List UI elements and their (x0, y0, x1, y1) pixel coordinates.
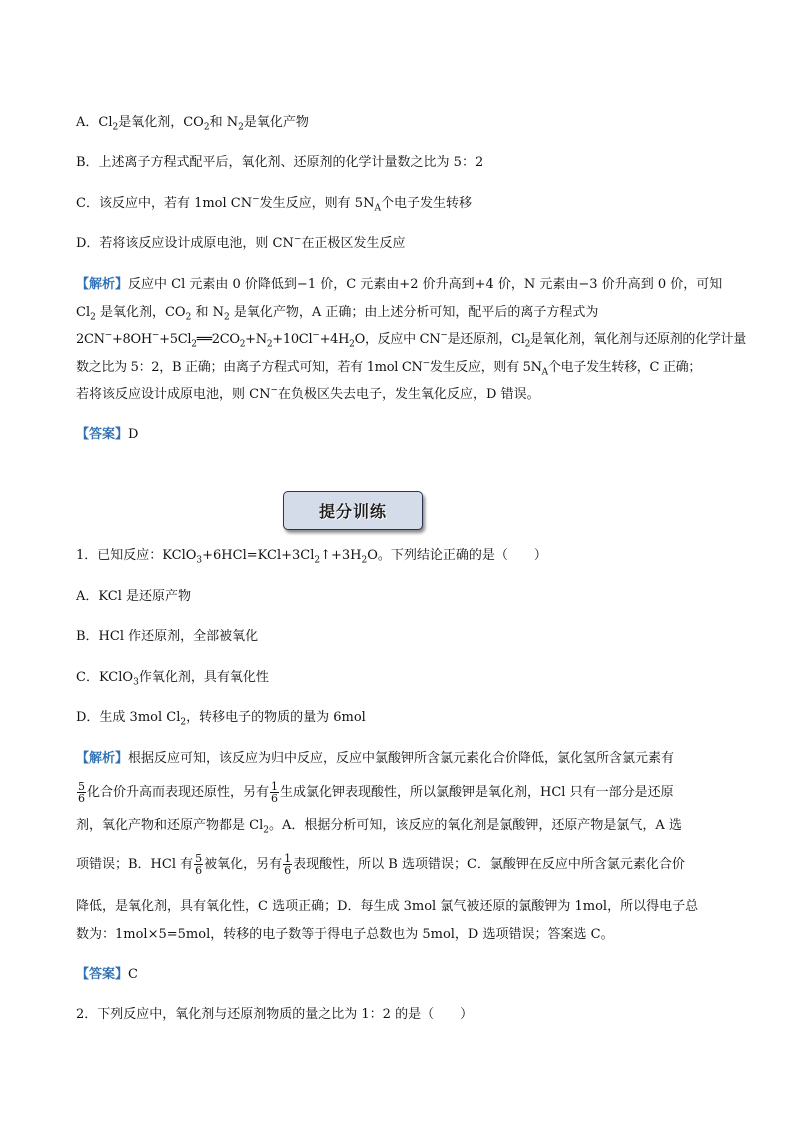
answer-tag: 【答案】 (76, 967, 129, 982)
section-banner-label: 提分训练 (318, 502, 387, 521)
question-1-stem: 1．已知反应：$KClO_3+6HCl=KCl+3Cl_2↑+3H_2O$。下列结论正确的是（ ） (76, 548, 547, 566)
question-1-analysis-line-2: $\frac{5}{6}$ 化合价升高而表现还原性，另有 $\frac{1}{6}$ 生成氯化钾表现酸性，所以氯酸钾是氧化剂，HCl 只有一部分是还原 (78, 780, 674, 805)
analysis-prev-line-4: 数之比为 5：2，B 正确；由离子方程式可知，若有 1mol CN−发生反应，则有 $5N_A$个电子发生转移，C 正确； (76, 358, 702, 378)
question-1-answer: 【答案】C (76, 967, 138, 982)
question-1-analysis-line-3: 剂，氧化产物和还原产物都是 $Cl_2$。A．根据分析可知，该反应的氧化剂是氯酸钾，还原产物是氯气，A 选 (76, 818, 682, 836)
fraction-one-sixth: $\frac{1}{6}$ (284, 852, 292, 877)
fraction-five-sixths: $\frac{5}{6}$ (78, 780, 85, 805)
analysis-prev-line-3: $2CN^-+8OH^-+5Cl_2══2CO_2+N_2+10Cl^-+4H_2O$，反应中 CN−是还原剂，$Cl_2$是氧化剂，氧化剂与还原剂的化学计量 (76, 330, 746, 350)
option-b-prev: B．上述离子方程式配平后，氧化剂、还原剂的化学计量数之比为 5：2 (76, 155, 484, 170)
answer-prev: 【答案】D (76, 427, 139, 442)
option-c-prev: C．该反应中，若有 1mol CN−发生反应，则有 $5N_A$个电子发生转移 (76, 194, 472, 214)
question-1-analysis-line-5: 降低，是氧化剂，具有氧化性，C 选项正确；D．每生成 3mol 氯气被还原的氯酸钾为 1mol，所以得电子总 (76, 899, 699, 914)
option-a-prev: A．$Cl_2$是氧化剂，$CO_2$和 $N_2$是氧化产物 (76, 115, 309, 133)
analysis-prev-line-2: $Cl_2$ 是氧化剂，$CO_2$ 和 $N_2$ 是氧化产物，A 正确；由上述分析可知，配平后的离子方程式为 (76, 305, 599, 323)
question-1-option-c: C．KClO$_3$作氧化剂，具有氧化性 (76, 670, 269, 688)
fraction-five-sixths: $\frac{5}{6}$ (195, 852, 203, 877)
question-2-stem: 2．下列反应中，氧化剂与还原剂物质的量之比为 1：2 的是（ ） (76, 1007, 474, 1022)
question-1-option-a: A．KCl 是还原产物 (76, 589, 191, 604)
option-d-prev: D．若将该反应设计成原电池，则 CN−在正极区发生反应 (76, 234, 406, 251)
question-1-analysis-line-6: 数为：1mol×5=5mol，转移的电子数等于得电子总数也为 5mol，D 选项错误；答案选 C。 (76, 927, 614, 942)
analysis-prev-line-1: 【解析】反应中 Cl 元素由 0 价降低到−1 价，C 元素由+2 价升高到+4 价，N 元素由−3 价升高到 0 价，可知 (76, 277, 723, 292)
question-1-option-b: B．HCl 作还原剂，全部被氧化 (76, 629, 259, 644)
analysis-tag: 【解析】 (76, 751, 129, 766)
question-1-analysis-line-4: 项错误；B．HCl 有 $\frac{5}{6}$ 被氧化，另有 $\frac{1}{6}$ 表现酸性，所以 B 选项错误；C．氯酸钾在反应中所含氯元素化合价 (76, 852, 685, 877)
question-1-option-d: D．生成 3mol $Cl_2$，转移电子的物质的量为 6mol (76, 710, 366, 728)
analysis-tag: 【解析】 (76, 277, 129, 292)
fraction-one-sixth: $\frac{1}{6}$ (271, 780, 279, 805)
answer-tag: 【答案】 (76, 427, 129, 442)
section-banner (283, 491, 423, 530)
analysis-prev-line-5: 若将该反应设计成原电池，则 CN−在负极区失去电子，发生氧化反应，D 错误。 (76, 385, 540, 402)
question-1-analysis-line-1: 【解析】根据反应可知，该反应为归中反应，反应中氯酸钾所含氯元素化合价降低，氯化氢所含氯元素有 (76, 751, 675, 766)
